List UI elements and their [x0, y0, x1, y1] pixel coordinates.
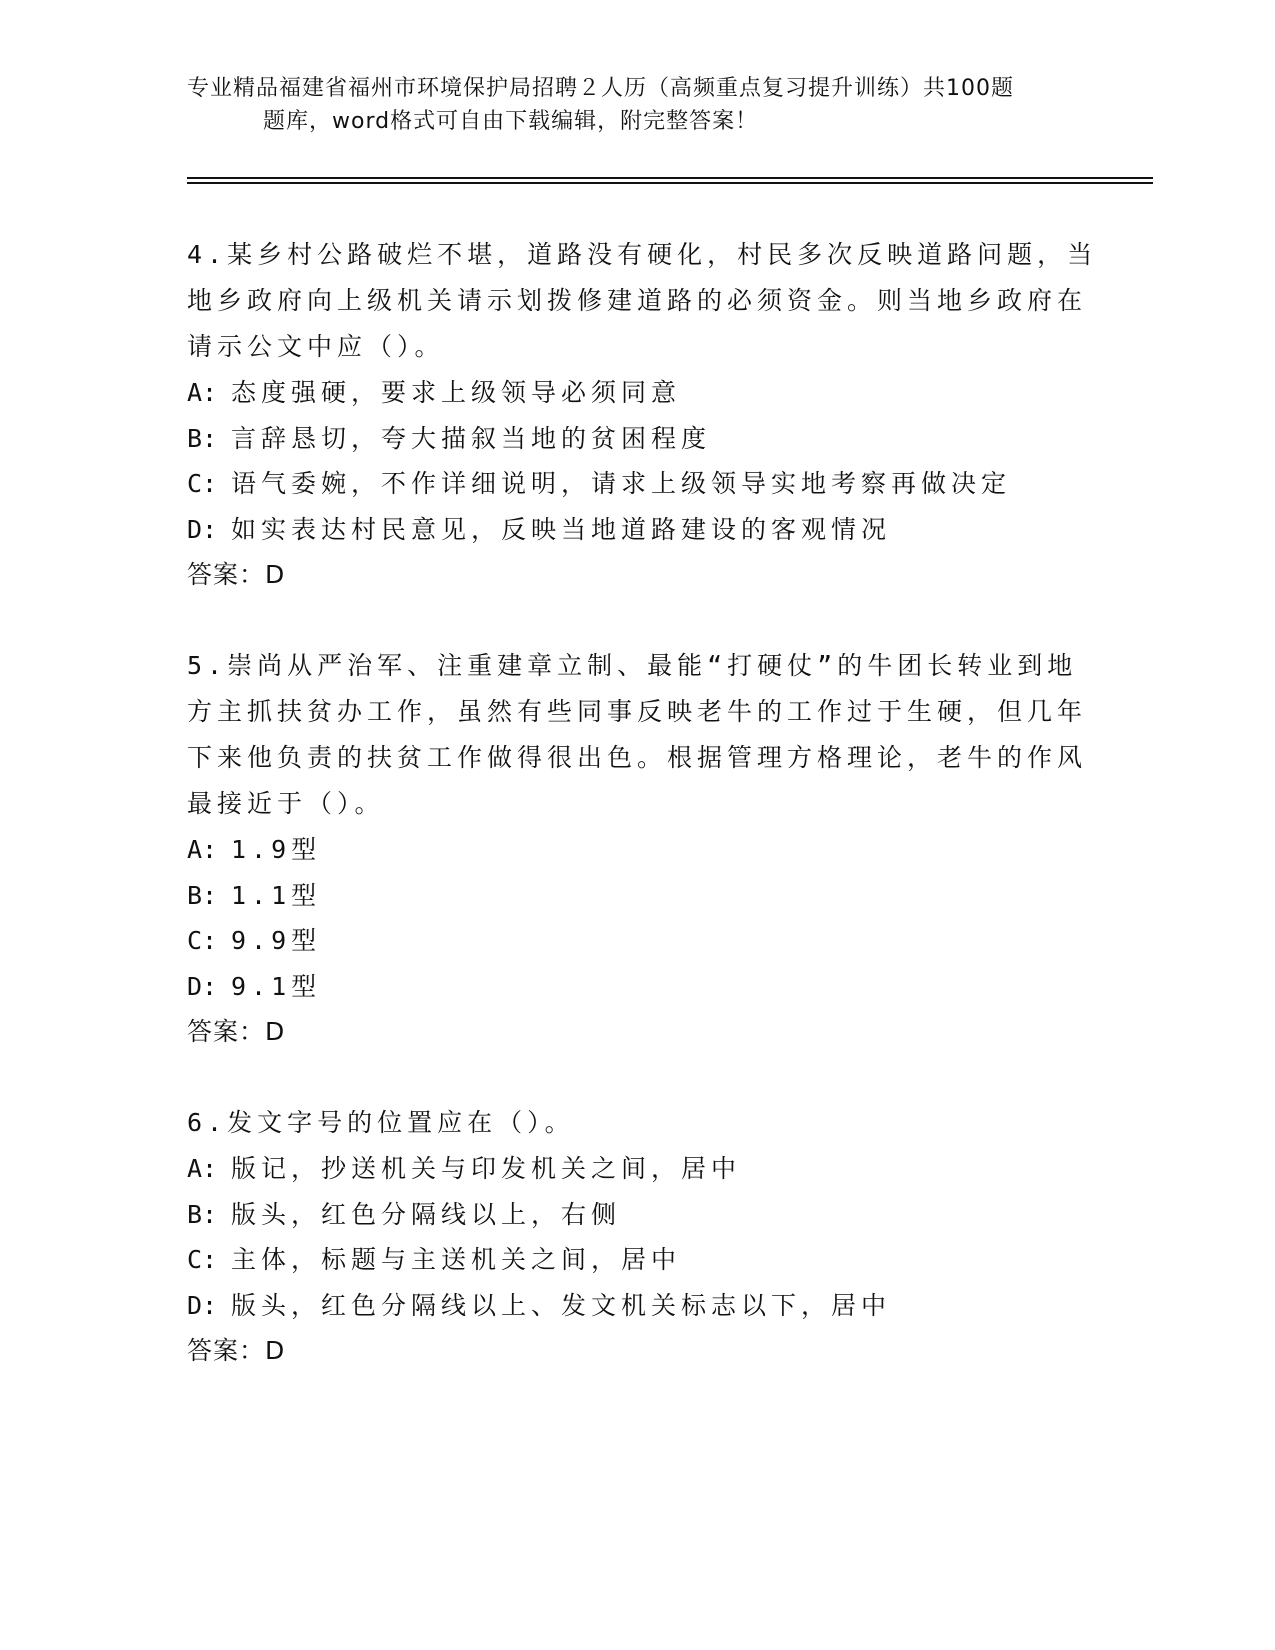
option-text: 如实表达村民意见，反映当地道路建设的客观情况	[231, 514, 892, 544]
question-stem-line: 地乡政府向上级机关请示划拨修建道路的必须资金。则当地乡政府在	[187, 286, 1088, 315]
option-letter: D:	[187, 1290, 218, 1320]
question-stem-line: 最接近于（）。	[187, 789, 385, 818]
answer-label: 答案：D	[187, 1336, 286, 1365]
option-letter: A:	[187, 835, 218, 864]
option-text: 语气委婉，不作详细说明，请求上级领导实地考察再做决定	[231, 469, 1012, 498]
question-5	[187, 643, 1087, 1054]
option-d	[187, 507, 1087, 553]
option-text: 1.9型	[231, 835, 322, 864]
option-d	[187, 1283, 1087, 1329]
question-stem-line: 下来他负责的扶贫工作做得很出色。根据管理方格理论，老牛的作风	[187, 743, 1088, 772]
header-title-line2: 题库，word格式可自由下载编辑，附完整答案！	[263, 109, 759, 134]
option-letter: C:	[187, 469, 218, 498]
option-c	[187, 918, 1087, 964]
option-letter: B:	[187, 423, 218, 453]
option-letter: B:	[187, 880, 218, 910]
option-letter: B:	[187, 1199, 218, 1229]
question-6	[187, 1100, 1087, 1373]
header-rule-top	[187, 177, 1153, 179]
option-letter: C:	[187, 926, 218, 955]
option-letter: A:	[187, 1154, 218, 1183]
option-b	[187, 1192, 1087, 1238]
option-a	[187, 827, 1087, 873]
option-text: 版头，红色分隔线以上，右侧	[231, 1199, 622, 1229]
question-stem-line: 6.发文字号的位置应在（）。	[187, 1108, 575, 1137]
question-stem-line: 请示公文中应（）。	[187, 332, 445, 361]
question-list	[187, 232, 1098, 1419]
option-text: 言辞恳切，夸大描叙当地的贫困程度	[231, 423, 712, 453]
option-c	[187, 1237, 1087, 1283]
document-header	[187, 72, 1087, 138]
option-text: 9.9型	[231, 926, 322, 955]
question-stem-line: 方主抓扶贫办工作，虽然有些同事反映老牛的工作过于生硬，但几年	[187, 697, 1088, 726]
option-letter: A:	[187, 378, 218, 407]
option-d	[187, 964, 1087, 1010]
option-letter: C:	[187, 1245, 218, 1274]
answer-label: 答案：D	[187, 1017, 286, 1046]
option-b	[187, 873, 1087, 919]
question-stem-line: 5.崇尚从严治军、注重建章立制、最能“打硬仗”的牛团长转业到地	[187, 651, 1078, 680]
option-text: 版记，抄送机关与印发机关之间，居中	[231, 1154, 742, 1183]
option-b	[187, 416, 1087, 462]
question-4	[187, 232, 1098, 597]
answer-label: 答案：D	[187, 560, 286, 589]
option-text: 主体，标题与主送机关之间，居中	[231, 1245, 682, 1274]
option-text: 1.1型	[231, 880, 322, 910]
option-a	[187, 370, 1087, 416]
option-text: 版头，红色分隔线以上、发文机关标志以下，居中	[231, 1290, 892, 1320]
option-c	[187, 461, 1087, 507]
question-stem-line: 4.某乡村公路破烂不堪，道路没有硬化，村民多次反映道路问题，当	[187, 240, 1098, 269]
option-text: 9.1型	[231, 971, 322, 1001]
option-letter: D:	[187, 971, 218, 1001]
header-title-line1: 专业精品福建省福州市环境保护局招聘２人历（高频重点复习提升训练）共100题	[187, 76, 1014, 101]
option-a	[187, 1146, 1087, 1192]
option-text: 态度强硬，要求上级领导必须同意	[231, 378, 682, 407]
header-rule-bottom	[187, 182, 1153, 184]
option-letter: D:	[187, 514, 218, 544]
